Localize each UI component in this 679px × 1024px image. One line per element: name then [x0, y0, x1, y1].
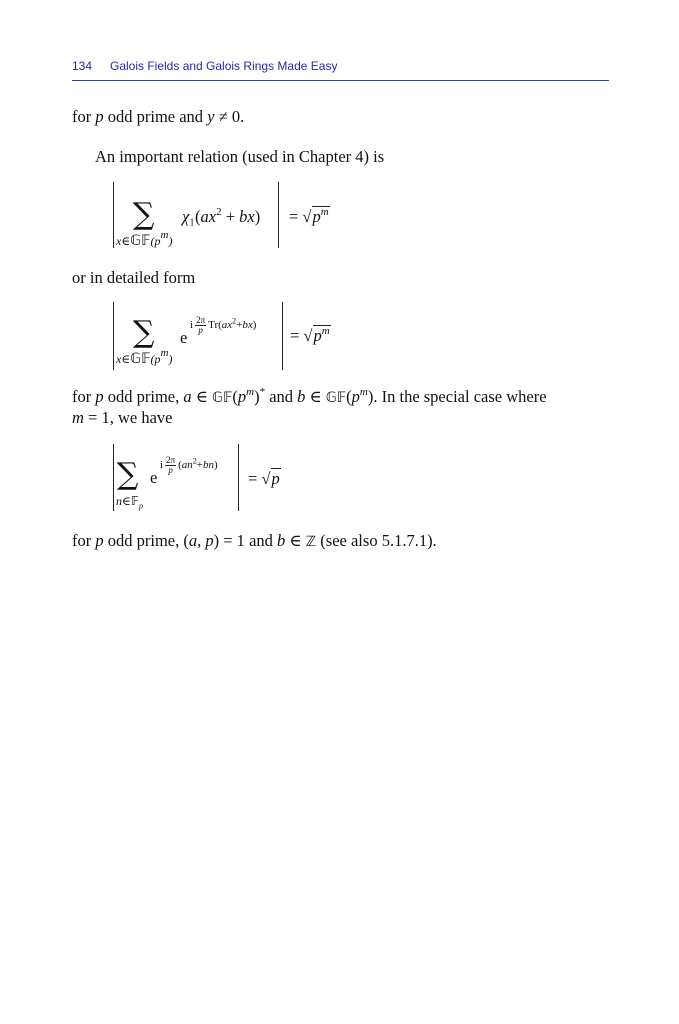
abs-bar-left — [113, 444, 114, 511]
sum-symbol: ∑ — [133, 315, 155, 350]
rhs: = $√p^m$ — [289, 206, 329, 226]
abs-bar-right — [282, 302, 283, 370]
rhs: = √p — [248, 469, 280, 488]
abs-bar-right — [278, 182, 279, 248]
sum-index: n∈𝔽$_p$ — [116, 494, 143, 511]
sum-symbol: ∑ — [133, 197, 155, 232]
paragraph-line-4: for p odd prime, a ∈ $𝔾𝔽(p^m)^*$ and b ∈ $𝔾𝔽(p^m)$. In the special case where — [72, 386, 547, 406]
exp-base: e — [180, 328, 188, 347]
equation-2 — [110, 302, 370, 374]
page-number: 134 — [72, 59, 93, 73]
abs-bar-left — [113, 302, 114, 370]
summand: $\chi_1(ax^2 + bx)$ — [182, 206, 261, 226]
equation-1 — [110, 182, 360, 252]
abs-bar-right — [238, 444, 239, 511]
exponent: i $\frac{2\pi}{p}$ $(an^2+bn)$ — [160, 455, 218, 475]
exp-base: e — [150, 468, 158, 487]
running-head — [72, 58, 609, 81]
rhs: = $√p^m$ — [290, 325, 330, 345]
equation-3 — [110, 444, 310, 514]
paragraph-line-6: for p odd prime, (a, p) = 1 and b ∈ ℤ (see also 5.1.7.1). — [72, 531, 437, 550]
paragraph-line-5: m = 1, we have — [72, 408, 173, 427]
paragraph-line-1: for p odd prime and y ≠ 0. — [72, 107, 245, 126]
sum-index: $x\in 𝔾𝔽(p^m)$ — [116, 347, 173, 367]
running-title: Galois Fields and Galois Rings Made Easy — [110, 59, 338, 73]
abs-bar-left — [113, 182, 114, 248]
paragraph-line-2: An important relation (used in Chapter 4) is — [95, 147, 385, 166]
sum-symbol: ∑ — [117, 457, 139, 492]
paragraph-line-3: or in detailed form — [72, 268, 196, 287]
math-y-neq-0: y — [207, 107, 215, 126]
math-p: p — [95, 107, 104, 126]
sum-index: $x\in 𝔾𝔽(p^m)$ — [116, 229, 173, 249]
exponent: i $\frac{2\pi}{p}$ $Tr(ax^2+bx)$ — [190, 315, 257, 335]
